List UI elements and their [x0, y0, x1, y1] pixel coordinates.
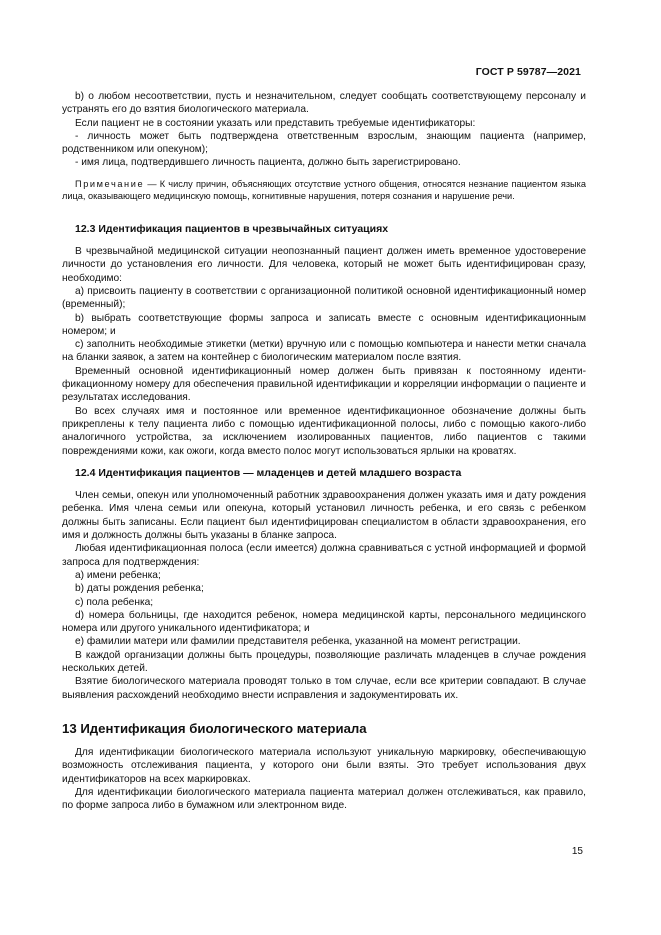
section-12-3-paragraph: Во всех случаях имя и постоянное или временное идентификационное обозначение должны быть прикреплены к телу пациента либо с помощью идентификационной полосы, либо с помощью какого-либо аналогичного устройства, за исключением изолированных пациентов, либо пациентов с такими повреждениями кожи, как ожоги, когда вместо полос могут использоваться ярлыки на кроватях.: [62, 405, 586, 457]
section-12-4-paragraph: Взятие биологического материала проводят только в том случае, если все критерии совпадают. В случае выявления расхождений необходимо внести исправления и задокументировать их.: [62, 676, 586, 701]
section-12-4-list-item: d) номера больницы, где находится ребенок, номера медицинской карты, персонального медицинского номера или другого уникального идентификатора; и: [62, 609, 586, 635]
section-12-3-paragraph: В чрезвычайной медицинской ситуации неопознанный пациент должен иметь временное удостоверение личности до установления его личности. Для человека, который не может быть идентифицирован сразу, необходимо:: [62, 246, 586, 284]
section-13-title: 13 Идентификация биологического материала: [62, 720, 367, 736]
section-12-3-paragraph: c) заполнить необходимые этикетки (метки) вручную или с помощью компьютера и нанести метки сначала на бланки заявок, а затем на контейнер с биологическим материалом после взятия.: [62, 339, 586, 364]
section-12-4-paragraph: Член семьи, опекун или уполномоченный работник здравоохранения должен указать имя и дату рождения ребенка. Имя члена семьи или опекуна, который установил личность ребенка, и его связь с ребенком должны быть записаны. Если пациент был идентифицирован специалистом в области здравоохранения, его имя и должность должны быть указаны в бланке запроса.: [62, 490, 586, 542]
note-label: Примечание: [75, 178, 145, 189]
intro-paragraph: - имя лица, подтвердившего личность пациента, должно быть зарегистрировано.: [75, 157, 461, 169]
page-content: [62, 90, 586, 813]
section-12-3-paragraph: а) присвоить пациенту в соответствии с организационной политикой основной идентификационный номер (временный);: [62, 285, 586, 311]
section-12-4-list-item: b) даты рождения ребенка;: [75, 583, 204, 595]
section-12-4-paragraph: Любая идентификационная полоса (если имеется) должна сравниваться с устной информацией и формой запроса для подтверждения:: [62, 543, 586, 568]
section-12-4-list-item: а) имени ребенка;: [75, 569, 161, 581]
section-13-paragraph: Для идентификации биологического материала пациента материал должен отслеживаться, как правило, по форме запроса либо в бумажном или электронном виде.: [62, 787, 586, 812]
section-12-4-paragraph: В каждой организации должны быть процедуры, позволяющие различать младенцев в случае рождения нескольких детей.: [62, 649, 586, 674]
section-12-4-title: 12.4 Идентификация пациентов — младенцев и детей младшего возраста: [75, 466, 462, 479]
intro-paragraph: - личность может быть подтверждена ответственным взрослым, знающим пациента (например, родственником или опекуном);: [62, 130, 586, 156]
note-text: — К числу причин, объясняющих отсутствие устного общения, относятся незнание пациентом языка лица, оказывающего медицинскую помощь, когнитивные нарушения, потеря сознания и нарушение речи.: [62, 178, 586, 201]
intro-paragraph: b) о любом несоответствии, пусть и незначительном, следует сообщать соответствующему персоналу и устранять его до взятия биологического материала.: [62, 91, 586, 116]
section-12-3-paragraph: b) выбрать соответствующие формы запроса и записать вместе с основным идентификационным номером; и: [62, 312, 586, 337]
note: [62, 178, 586, 202]
page-number: 15: [571, 846, 583, 857]
section-12-4-list-item: c) пола ребенка;: [75, 596, 154, 608]
section-12-4-list-item: e) фамилии матери или фамилии представителя ребенка, указанной на момент регистрации.: [75, 636, 521, 648]
document-header: ГОСТ Р 59787—2021: [475, 66, 581, 78]
section-13-paragraph: Для идентификации биологического материала используют уникальную маркировку, обеспечивающую возможность отслеживания пациента, у которого они были взяты. Это требует использования двух идентификаторов на всех маркировках.: [62, 747, 586, 785]
intro-paragraph: Если пациент не в состоянии указать или представить требуемые идентификаторы:: [75, 117, 476, 129]
section-12-3-title: 12.3 Идентификация пациентов в чрезвычайных ситуациях: [75, 222, 389, 235]
section-12-3-paragraph: Временный основной идентификационный номер должен быть привязан к постоянному идентификационному номеру для обеспечения правильной идентификации и корреляции информации о пациенте и результатах исследования.: [62, 365, 586, 404]
